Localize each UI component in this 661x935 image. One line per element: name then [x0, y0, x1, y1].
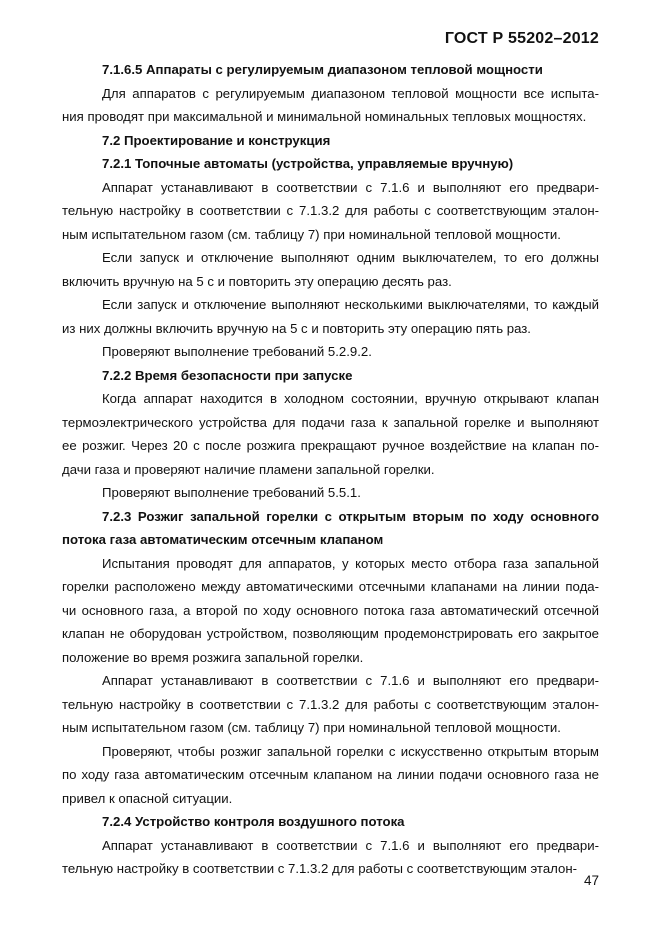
text-line: включить вручную на 5 с и повторить эту операцию десять раз. — [62, 273, 452, 289]
paragraph — [62, 293, 599, 340]
text-line: тельную настройку в соответствии с 7.1.3.2 для работы с соответствующим эталон- — [62, 861, 578, 876]
text-line: из них должны включить вручную на 5 с и повторить эту операцию пять раз. — [62, 320, 531, 336]
paragraph — [62, 82, 599, 129]
paragraph — [62, 387, 599, 481]
text-line: ния проводят при максимальной и минимальной номинальных тепловых мощностях. — [62, 109, 587, 124]
paragraph — [62, 176, 599, 247]
text-line: дачи газа и проверяют наличие пламени запальной горелки. — [62, 461, 435, 477]
section-heading — [62, 505, 599, 552]
text-line: ным испытательном газом (см. таблицу 7) при номинальной тепловой мощности. — [62, 226, 561, 242]
text-line: тельную настройку в соответствии с 7.1.3.2 для работы с соответствующим эталон- — [62, 696, 599, 712]
section-heading — [62, 152, 599, 176]
heading-line: 7.2.3 Розжиг запальной горелки с открытым вторым по ходу основного — [102, 508, 599, 524]
text-line: горелки расположено между автоматическими отсечными клапанами на линии пода- — [62, 579, 599, 594]
text-line: термоэлектрического устройства для подачи газа к запальной горелке и выполняют — [62, 414, 599, 430]
paragraph — [62, 552, 599, 670]
paragraph — [62, 740, 599, 811]
paragraph — [62, 481, 599, 505]
text-line: Проверяют выполнение требований 5.2.9.2. — [102, 344, 372, 359]
text-line: Проверяют выполнение требований 5.5.1. — [102, 485, 361, 500]
heading-line: 7.2.1 Топочные автоматы (устройства, управляемые вручную) — [102, 156, 514, 171]
paragraph — [62, 340, 599, 364]
text-line: чи основного газа, а второй по ходу основного потока газа автоматический отсечной — [62, 602, 599, 618]
text-line: Для аппаратов с регулируемым диапазоном тепловой мощности все испыта- — [102, 85, 599, 101]
section-heading — [62, 58, 599, 82]
section-heading — [62, 810, 599, 834]
paragraph — [62, 669, 599, 740]
text-line: по ходу газа автоматическим отсечным клапаном на линии подачи основного газа не — [62, 767, 599, 782]
text-line: клапан не оборудован устройством, позволяющим продемонстрировать его закрытое — [62, 626, 599, 641]
text-line: ее розжиг. Через 20 с после розжига прекращают ручное воздействие на клапан по- — [62, 438, 599, 453]
text-line: Аппарат устанавливают в соответствии с 7.1.6 и выполняют его предвари- — [102, 179, 599, 195]
heading-line: 7.2.4 Устройство контроля воздушного потока — [102, 814, 405, 829]
text-line: Проверяют, чтобы розжиг запальной горелки с искусственно открытым вторым — [102, 743, 599, 759]
heading-line: потока газа автоматическим отсечным клапаном — [62, 532, 384, 547]
document-body — [62, 58, 599, 881]
text-line: Испытания проводят для аппаратов, у которых место отбора газа запальной — [102, 555, 599, 571]
text-line: Когда аппарат находится в холодном состоянии, вручную открывают клапан — [102, 391, 599, 406]
section-heading — [62, 129, 599, 153]
page-number: 47 — [583, 873, 599, 888]
text-line: Аппарат устанавливают в соответствии с 7.1.6 и выполняют его предвари- — [102, 837, 599, 853]
standard-designation: ГОСТ Р 55202–2012 — [444, 30, 599, 47]
paragraph — [62, 246, 599, 293]
text-line: ным испытательном газом (см. таблицу 7) при номинальной тепловой мощности. — [62, 720, 561, 735]
text-line: привел к опасной ситуации. — [62, 790, 233, 806]
heading-line: 7.2 Проектирование и конструкция — [102, 132, 331, 148]
section-heading — [62, 364, 599, 388]
heading-line: 7.1.6.5 Аппараты с регулируемым диапазоном тепловой мощности — [102, 62, 543, 77]
text-line: положение во время розжига запальной горелки. — [62, 649, 364, 665]
text-line: Если запуск и отключение выполняют несколькими выключателями, то каждый — [102, 297, 599, 312]
heading-line: 7.2.2 Время безопасности при запуске — [102, 367, 353, 383]
text-line: тельную настройку в соответствии с 7.1.3.2 для работы с соответствующим эталон- — [62, 203, 599, 218]
paragraph — [62, 834, 599, 881]
text-line: Аппарат устанавливают в соответствии с 7.1.6 и выполняют его предвари- — [102, 673, 599, 688]
text-line: Если запуск и отключение выполняют одним выключателем, то его должны — [102, 250, 599, 265]
